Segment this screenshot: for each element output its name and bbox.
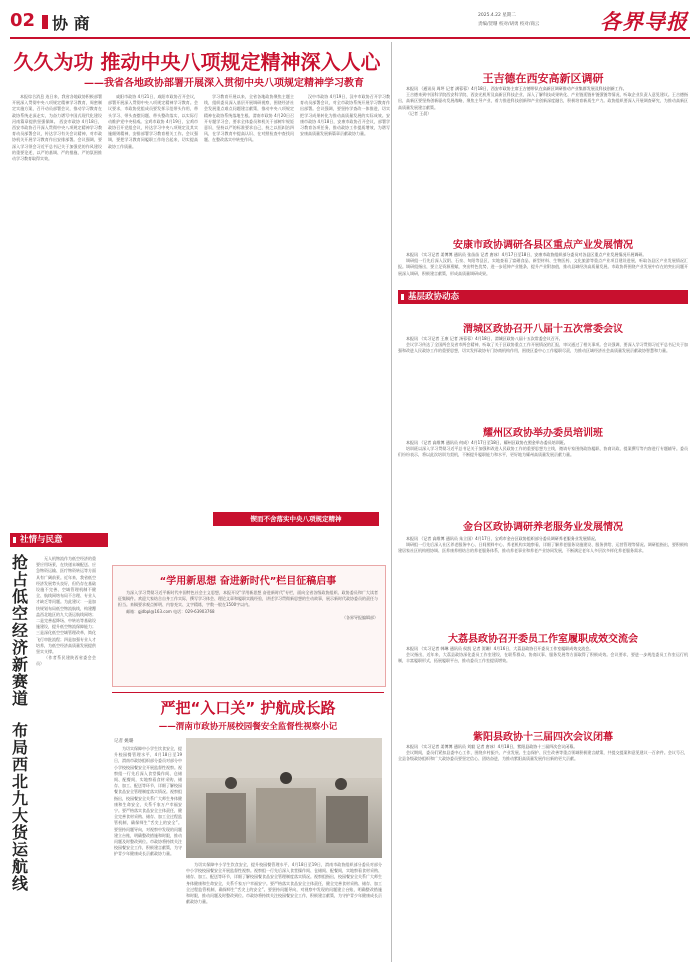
lead-title: 久久为功 推动中央八项规定精神深入人心 [13,50,381,74]
feature-rule [112,692,384,693]
feature-body-cont: 为切实保障中小学生饮食安全，提升校园餐管理水平，4月18日至19日，渭南市政协组织部分委员对部分中小学校校园餐安全开展监督性视察。视察组一行先后深入食堂操作间、仓储间、配餐间，实地察看食材采购、储存、加工、配送等环节，详细了解校园餐食品安全管理制度落实情况。视察组指出，校园餐安全关系广大师生身体健康和生命安全，关系千家万户幸福安宁。要严格落实食品安全主体责任，健全完善食材采购、储存、加工全过程监管机制，确保师生“舌尖上的安全”。要坚持问题导向，对视察中发现的问题建立台账，明确整改措施和时限，推动问题及时整改到位。市政协将持续关注校园餐安全工作，积极建言献策，为守护青少年健康成长贡献政协力量。 [186,862,382,905]
notice-title: “学用新思想 奋进新时代”栏目征稿启事 [159,576,337,587]
lead-banner: 锲而不舍落实中央八项规定精神 [213,512,379,526]
feature-body: 为切实保障中小学生饮食安全，提升校园餐管理水平，4月18日至19日，渭南市政协组织部分委员对部分中小学校校园餐安全开展监督性视察。视察组一行先后深入食堂操作间、仓储间、配餐间，实地察看食材采购、储存、加工、配送等环节，详细了解校园餐食品安全管理制度落实情况。视察组指出，校园餐安全关系广大师生身体健康和生命安全，关系千家万户幸福安宁。要严格落实食品安全主体责任，健全完善食材采购、储存、加工全过程监管机制，确保师生“舌尖上的安全”。要坚持问题导向，对视察中发现的问题建立台账，明确整改措施和时限，推动问题及时整改到位。市政协将持续关注校园餐安全工作，积极建言献策，为守护青少年健康成长贡献政协力量。 [114,746,182,857]
masthead [10,6,690,38]
left-headline-a: 抢占低空经济新赛道 [12,553,29,708]
lead-column-3: 学习教育开展以来，全省各地政协聚焦主题主线，组织委员深入基层开展调研视察，围绕经济社会发展重点难点问题建言献策，推动中央八项规定精神在政协系统落地生根。渭南市政协 4月20日召开专题学习会，要求全体委员和机关干部树牢规矩意识，坚持以严的标准要求自己，持之以恒纠治四风，在学习教育中提高认识、在对照检查中查找问题、在整改落实中转变作风。 [204,94,294,143]
left-headline-b: 布局西北九大货运航线 [12,721,29,893]
article-wang-title: 王吉德在西安高新区调研 [482,72,604,85]
lead-column-2: 咸阳市政协 4月21日，咸阳市政协召开会议，部署开展深入贯彻中央八项规定精神学习教育。会议要求，市政协党组成员要发挥示范带头作用，带头学习、带头查摆问题、带头整改落实，以实际行动维护党中央权威。宝鸡市政协 4月19日，宝鸡市政协召开党组会议，传达学习中央八项规定及其实施细则精神，安排部署学习教育相关工作。会议强调，要把学习教育同履职工作结合起来，切实提高政协工作质量。 [108,94,198,149]
notice-body: 为深入学习贯彻习近平新时代中国特色社会主义思想，本报开设“学用新思想 奋进新时代”专栏，面向全省各级政协组织、政协委员和广大读者征集稿件。欢迎大家结合自身工作实际，撰写学习体会、理论文章和履职实践经验，讲述学习贯彻新思想的生动故事，展示新时代政协委员的责任与担当。来稿要求观点鲜明、内容充实、文字精练，字数一般在1500字以内。 邮箱：gjdbpl@163.com 电话：029-63903768 （各界导报编辑部） [118,590,378,620]
feature-subtitle: ——渭南市政协开展校园餐安全监督性视察小记 [158,722,338,732]
section-name: 协 商 [52,14,90,33]
article-jintai-body: 本报讯 （记者 高维博 通讯员 朱立国）4月17日，宝鸡市金台区政协组织部分委员调研养老服务业发展情况。 调研组一行先后深入社区养老服务中心、日间照料中心、养老机构实地察看，详细了解养老服务设施建设、服务供给、运营管理等情况。调研组指出，要积极构建居家社区机构相协调、医养康养相结合的养老服务体系，推动养老事业和养老产业协同发展，不断满足老年人多层次多样化养老服务需求。 [398,536,688,554]
article-ankang-title: 安康市政协调研各县区重点产业发展情况 [453,240,633,251]
article-weicheng-title: 渭城区政协召开八届十五次常委会议 [463,324,623,335]
feature-photo-scene [186,738,382,858]
left-section-header: 社情与民意 [10,533,108,547]
section-bar [42,15,48,29]
article-ankang-body: 本报讯 （实习记者 姜博博 通讯员 张苗苗 记者 唐冰）4月17日至18日，安康市政协组织部分委员对各县区重点产业发展情况开展调研。 调研组一行先后深入汉阴、石泉、旬阳等县区，实地查看了富硒食品、新型材料、生物医药、文化旅游等重点产业项目建设进展，听取各县区产业发展情况汇报。调研组指出，要立足资源禀赋，突出特色优势，进一步延伸产业链条，提升产业附加值，推动县域经济高质量发展。市政协将围绕产业发展中存在的突出问题开展深入调研，积极建言献策，形成高质量调研成果。 [398,252,688,276]
article-dali-body: 本报讯 （实习记者 韩琳 通讯员 侯凯 记者 贺珊）4月16日，大荔县政协召开委员工作室履职成效交流会。 会议指出，近年来，大荔县政协深化委员工作室建设，在联系群众、协商议事、服务发展等方面取得了积极成效。会议要求，要进一步规范委员工作室运行机制，丰富履职形式，拓展履职平台，推动委员工作室提质增效。 [398,646,688,664]
article-dali-title: 大荔县政协召开委员工作室履职成效交流会 [448,634,638,645]
page-number: 02 [10,10,36,31]
column-divider [391,42,392,962]
article-yaozhou-body: 本报讯 （记者 高维博 通讯员 何成）4月17日至18日，耀州区政协在照金举办委员培训班。 培训班以深入学习贯彻习近平总书记关于加强和改进人民政协工作的重要思想为主线，邀请专家围绕政协履职、协商议政、提案撰写等内容进行专题辅导。委员们纷纷表示，将以此次培训为契机，不断提升履职能力和水平，更好地为耀州高质量发展贡献力量。 [398,440,688,458]
article-yaozhou-title: 耀州区政协举办委员培训班 [483,428,603,439]
article-ziyang-body: 本报讯 （实习记者 姜博博 通讯员 刘毅 记者 唐冰）4月18日，紫阳县政协十三届四次会议闭幕。 会议期间，委员们紧扣县委中心工作，围绕乡村振兴、产业发展、生态保护、民生改善等重点领域积极建言献策，共提交提案和意见建议一百余件。会议号召，全县各级政协组织和广大政协委员要坚定信心、团结奋进，为推动紫阳高质量发展作出新的更大贡献。 [398,744,688,762]
masthead-rule [10,37,690,39]
brand-logo: 各界导报 [600,9,688,34]
grassroots-header: 基层政协动态 [398,290,688,304]
article-jintai-title: 金台区政协调研养老服务业发展情况 [463,522,623,533]
editors-line: 责编/贺珊 校对/胡勇 校对/商云 [478,22,540,27]
article-ziyang-title: 紫阳县政协十三届四次会议闭幕 [473,732,613,743]
feature-reporter: 记者 姚璐 [114,739,134,744]
article-wang-body: 本报讯 （通讯员 周坪 记者 满蓉蓉）4月18日，西安市政协主席王吉德带队在高新区调研推动产业集群发展及科技创新工作。 王吉德来到中国科学院西安科学院、西安光机所及高新区科技企业，深入了解科技成果转化、产业链延链补链强链等情况，听取企业负责人意见建议。王吉德指出，高新区要坚持创新驱动发展战略，聚焦主导产业，着力推进科技创新和产业创新深度融合，积极培育新质生产力。政协组织要深入开展调查研究，为推动高新区高质量发展建言献策。 （记者 王晨） [398,86,688,116]
issue-date: 2025.4.22 星期二 [478,13,516,18]
lead-column-1: 本报综合消息 连日来，我省各地政协积极部署开展深入贯彻中央八项规定精神学习教育，周密制定实施方案，召开动员部署会议，推动学习教育在政协系统走深走实，为奋力谱写中国式现代化建设河南篇章提供坚强保障。 西安市政协 4月18日，西安市政协召开深入贯彻中央八项规定精神学习教育动员部署会议，传达学习有关会议精神，对市政协机关开展学习教育作出安排部署。会议强调，要深入学习领会习近平总书记关于加强党的作风建设的重要论述，以严的基调、严的措施、严的氛围推动学习教育取得实效。 [12,94,102,162]
feature-title: 严把“入口关” 护航成长路 [160,699,336,717]
lead-subtitle: ——我省各地政协部署开展深入贯彻中央八项规定精神学习教育 [84,78,364,89]
lead-column-4: 汉中市政协 4月19日，汉中市政协召开学习教育动员部署会议，对全市政协系统开展学习教育作出部署。会议强调，要坚持学查改一体推进，切实把学习成果转化为推动高质量发展的实际成效。安康市政协 4月18日，安康市政协召开会议，部署学习教育各项任务，推动政协工作提质增效，为谱写安康高质量发展新篇章贡献政协力量。 [300,94,390,137]
feature-photo [186,738,382,858]
left-body: 无人机物流作为低空经济的重要应用场景，在快递末端配送、应急物资运输、医疗物资转运等方面具有广阔前景。近年来，我省低空经济发展势头良好，但仍存在基础设施不完善、空域管理机制不健全、航线网络布局不合理、专业人才缺乏等问题。为此建议：一是加快规划布局低空物流航线，构建覆盖西北地区的九大货运航线网络；二是完善起降场、中转站等基础设施建设，提升低空物流保障能力；三是深化低空空域管理改革，简化飞行审批流程；四是加强专业人才培养，为低空经济高质量发展提供坚实支撑。 （作者系民建陕西省委会会员） [36,556,96,667]
article-weicheng-body: 本报讯 （实习记者 王康 记者 汤蓉蓉）4月18日，渭城区政协八届十五次常委会议召开。 会议学习传达了全国两会及省市两会精神，听取了关于区政协重点工作开展情况的汇报，审议通过了相关事项。会议强调，要深入学习贯彻习近平总书记关于加强和改进人民政协工作的重要思想，切实发挥政协专门协商机构作用，围绕区委中心工作履职尽责，为推动区域经济社会高质量发展贡献政协智慧和力量。 [398,336,688,354]
